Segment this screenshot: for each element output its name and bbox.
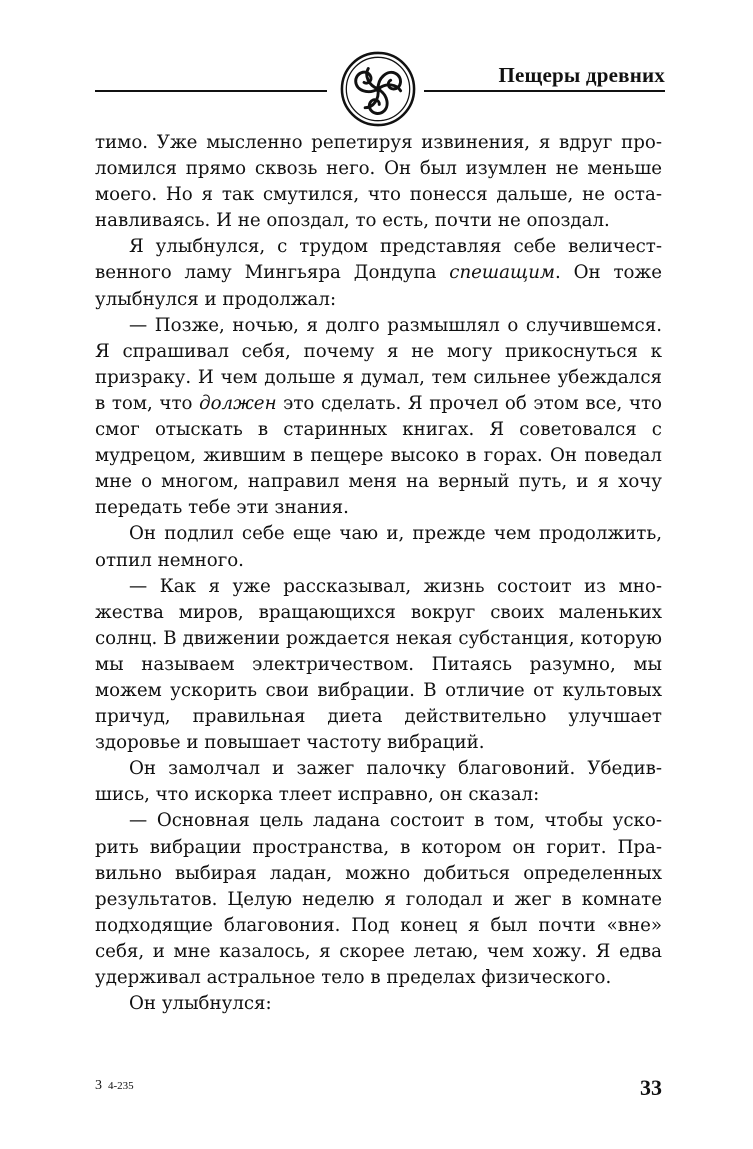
page-number: 33 [640,1075,662,1100]
paragraph [95,756,662,808]
paragraph-text: — Позже, ночью, я долго размышлял о случившемся. Я спрашивал себя, почему я не могу прикоснуться к призраку. И чем дольше я думал, тем сильнее убеждался в том, что [95,314,662,414]
paragraph [95,313,662,522]
signature-number: 3 [95,1078,102,1093]
header-rule-right [424,90,665,92]
paragraph-text: Он улыбнулся: [129,993,272,1015]
paragraph-text: . Он тоже улыбнулся и продолжал: [95,262,662,310]
paragraph [95,521,662,573]
signature-code: 4-235 [108,1080,134,1092]
running-header [95,48,665,128]
emphasis-text: должен [199,392,277,414]
body-text [95,130,662,1017]
paragraph [95,234,662,312]
paragraph-text: это сделать. Я прочел об этом все, что смог отыскать в старинных книгах. Я советовался с мудрецом, жившим в пещере высоко в горах. Он поведал мне о многом, направил меня на верный путь, и я хочу передать тебе эти знания. [95,392,662,519]
paragraph [95,991,662,1017]
paragraph-text: тимо. Уже мысленно репетируя извинения, я вдруг проломился прямо сквозь него. Он был изумлен не меньше моего. Но я так смутился, что понесся дальше, не останавливаясь. И не опоздал, то есть, почти не опоздал. [95,132,662,232]
paragraph-text: — Как я уже рассказывал, жизнь состоит из множества миров, вращающихся вокруг своих маленьких солнц. В движении рождается некая субстанция, которую мы называем электричеством. Питаясь разумно, мы можем ускорить свои вибрации. В отличие от культовых причуд, правильная диета действительно улучшает здоровье и повышает частоту вибраций. [95,575,662,754]
paragraph-text: Я улыбнулся, с трудом представляя себе величественного ламу Мингьяра Дондупа [95,236,662,284]
printer-signature [95,1078,134,1094]
paragraph-text: Он замолчал и зажег палочку благовоний. Убедившись, что искорка тлеет исправно, он сказал: [95,758,662,806]
paragraph-text: — Основная цель ладана состоит в том, чтобы ускорить вибрации пространства, в котором он горит. Правильно выбирая ладан, можно добиться определенных результатов. Целую неделю я голодал и жег в комнате подходящие благовония. Под конец я был почти «вне» себя, и мне казалось, я скорее летаю, чем хожу. Я едва удерживал астральное тело в пределах физического. [95,810,662,988]
paragraph [95,574,662,757]
paragraph [95,130,662,234]
running-title: Пещеры древних [498,63,665,87]
celtic-triskele-icon [339,50,417,128]
paragraph [95,808,662,991]
paragraph-text: Он подлил себе еще чаю и, прежде чем продолжить, отпил немного. [95,523,662,571]
header-rule-left [95,90,327,92]
emphasis-text: спешащим [449,262,555,284]
